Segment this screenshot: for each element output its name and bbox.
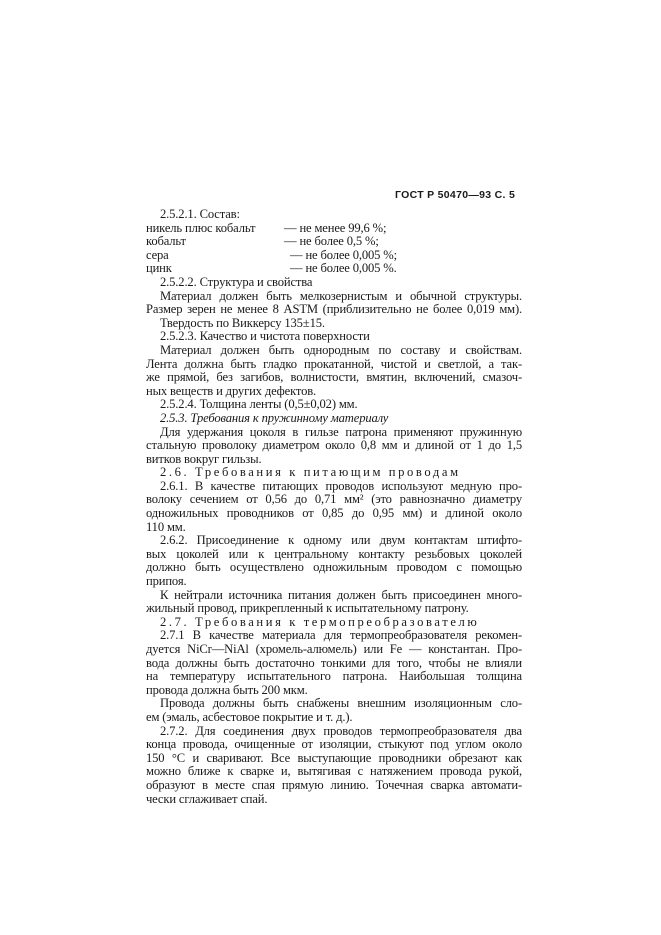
composition-heading: 2.5.2.1. Состав: — [160, 207, 240, 221]
text-line: К нейтрали источника питания должен быть присоединен много- — [160, 587, 522, 602]
text-line: ем (эмаль, асбестовое покрытие и т. д.). — [146, 709, 353, 724]
text-line: жильный провод, прикрепленный к испытательному патрону. — [146, 601, 469, 616]
text-line: провода должна быть 200 мкм. — [146, 682, 308, 697]
section-heading: 2.5.2.2. Структура и свойства — [160, 274, 313, 289]
page-header: ГОСТ Р 50470—93 С. 5 — [395, 189, 516, 201]
composition-name: сера — [146, 247, 169, 262]
document-body — [146, 208, 522, 806]
composition-row — [146, 249, 522, 263]
composition-name: кобальт — [146, 234, 186, 249]
text-line: же прямой, без загибов, волнистости, вмятин, включений, смазоч- — [146, 370, 522, 385]
text-line: Размер зерен не менее 8 ASTM (приблизительно не более 0,019 мм). — [146, 302, 522, 317]
composition-value: — не менее 99,6 %; — [284, 220, 387, 235]
text-line: вых цоколей или к центральному контакту резьбовых цоколей — [146, 546, 522, 561]
text-line: конца провода, очищенные от изоляции, стыкуют под углом около — [146, 737, 522, 752]
text-line: Лента должна быть гладко прокатанной, чистой и светлой, а так- — [146, 356, 522, 371]
text-line: 2.7.2. Для соединения двух проводов термопреобразователя два — [160, 723, 522, 738]
text-line: 2.6.2. Присоединение к одному или двум контактам штифто- — [160, 533, 522, 548]
text-line: стальную проволоку диаметром около 0,8 мм и длиной от 1 до 1,5 — [146, 438, 522, 453]
composition-row — [146, 262, 522, 276]
composition-row — [146, 235, 522, 249]
text-line: волоку сечением от 0,56 до 0,71 мм² (это равнозначно диаметру — [146, 492, 522, 507]
text-line: на температуру испытательного патрона. Наибольшая толщина — [146, 669, 522, 684]
text-line: 2.6.1. В качестве питающих проводов используют медную про- — [160, 478, 522, 493]
text-line: Провода должны быть снабжены внешним изоляционным сло- — [160, 696, 522, 711]
text-line: витков вокруг гильзы. — [146, 451, 262, 466]
text-line: 110 мм. — [146, 519, 186, 534]
text-line: вода должны быть достаточно тонкими для того, чтобы не влияли — [146, 655, 522, 670]
text-line: Твердость по Виккерсу 135±15. — [160, 315, 325, 330]
composition-value: — не более 0,005 %. — [290, 261, 397, 276]
section-heading: 2.6. Требования к питающим проводам — [160, 465, 461, 480]
section-heading: 2.5.3. Требования к пружинному материалу — [160, 410, 389, 425]
text-line: можно ближе к сварке и, вытягивая с натяжением провода рукой, — [146, 764, 522, 779]
composition-row — [146, 222, 522, 236]
text-line: должно быть осуществлено одножильным проводом с помощью — [146, 560, 522, 575]
composition-value: — не более 0,5 %; — [284, 234, 379, 249]
text-line: Для удержания цоколя в гильзе патрона применяют пружинную — [160, 424, 522, 439]
text-line: чески сглаживает спай. — [146, 791, 268, 806]
section-heading: 2.5.2.3. Качество и чистота поверхности — [160, 329, 370, 344]
text-line: 2.5.2.4. Толщина ленты (0,5±0,02) мм. — [160, 397, 358, 412]
composition-name: никель плюс кобальт — [146, 220, 256, 235]
text-line: ных веществ и других дефектов. — [146, 383, 317, 398]
text-line: Материал должен быть однородным по составу и свойствам. — [160, 342, 522, 357]
text-line: дуется NiCr—NiAl (хромель-алюмель) или Fe — константан. Про- — [146, 642, 522, 656]
composition-name: цинк — [146, 261, 172, 276]
text-line: одножильных проводников от 0,85 до 0,95 мм) и длиной около — [146, 506, 522, 521]
text-line: припоя. — [146, 574, 187, 589]
text-line: 2.7.1 В качестве материала для термопреобразователя рекомен- — [160, 628, 522, 643]
section-heading: 2.7. Требования к термопреобразователю — [160, 614, 480, 629]
text-line: 150 °С и сваривают. Все выступающие проводники обрезают как — [146, 750, 522, 765]
composition-value: — не более 0,005 %; — [290, 247, 397, 262]
text-line: образуют в месте спая прямую линию. Точечная сварка автомати- — [146, 777, 522, 792]
text-line: Материал должен быть мелкозернистым и обычной структуры. — [160, 288, 522, 303]
